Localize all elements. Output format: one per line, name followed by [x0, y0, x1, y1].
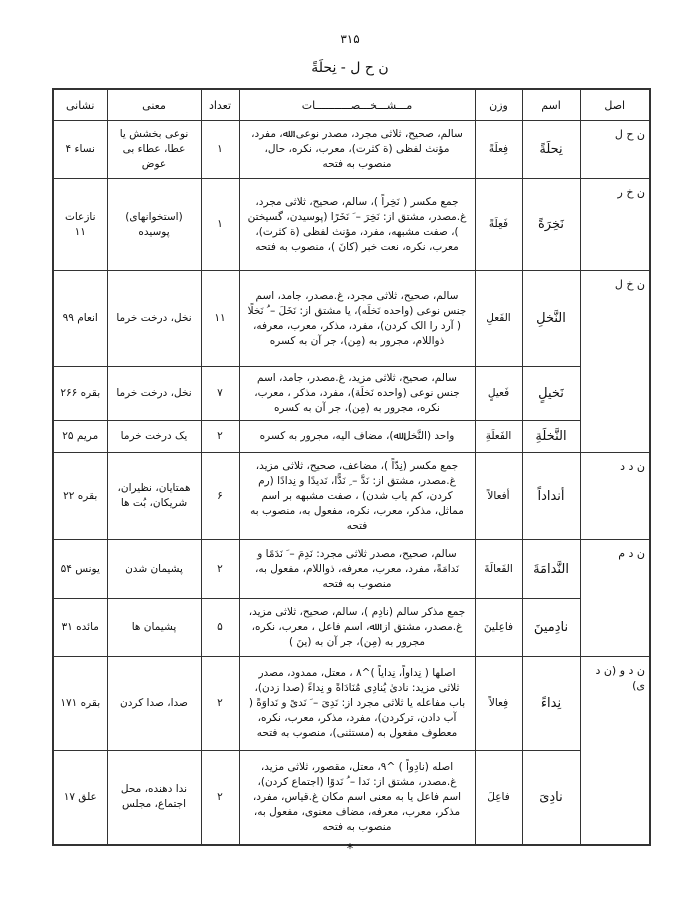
- table-row: [53, 599, 650, 657]
- noun-cell: نَخیلٍ: [522, 367, 580, 421]
- pattern-cell: فَعیلٍ: [475, 367, 522, 421]
- table-row: [53, 453, 650, 540]
- header-meaning: معنی: [107, 89, 201, 121]
- count-cell: ۲: [201, 421, 239, 453]
- meaning-cell: نوعی بخشش یا عطا، عطاء بی عوض: [107, 121, 201, 179]
- specs-cell: جمع مذکر سالم (نادِم )، سالم، صحیح، ثلاثی مزید، غ.مصدر، مشتق از: ﷲ، اسم فاعل ، معرب، نکره، مجرور به (مِن)، جر آن به (ینَ ): [239, 599, 475, 657]
- noun-cell: نادِیَ: [522, 751, 580, 845]
- specs-cell: سالم، صحیح، ثلاثی مجرد، مصدر نوعی: ﷲ، مفرد، مؤنث لفظی (ة کثرت)، معرب، نکره، حال، منصوب به فتحه: [239, 121, 475, 179]
- count-cell: ۲: [201, 751, 239, 845]
- root-cell: ن د د: [580, 453, 650, 540]
- root-cell: ن ح ل: [580, 121, 650, 179]
- pattern-cell: فاعِلَ: [475, 751, 522, 845]
- reference-cell: نساء ۴: [53, 121, 107, 179]
- header-count: تعداد: [201, 89, 239, 121]
- pattern-cell: أفعالاً: [475, 453, 522, 540]
- reference-cell: یونس ۵۴: [53, 540, 107, 599]
- pattern-cell: الفَعالَةَ: [475, 540, 522, 599]
- reference-cell: نازعات ۱۱: [53, 179, 107, 271]
- reference-cell: بقره ۲۶۶: [53, 367, 107, 421]
- root-cell: ن خ ر: [580, 179, 650, 271]
- root-cell: ن د و (ن د ی): [580, 657, 650, 845]
- reference-cell: بقره ۱۷۱: [53, 657, 107, 751]
- meaning-cell: یک درخت خرما: [107, 421, 201, 453]
- noun-cell: النَّخلَةِ: [522, 421, 580, 453]
- count-cell: ۶: [201, 453, 239, 540]
- specs-cell: جمع مکسر (نِدّاً )، مضاعف، صحیح، ثلاثی مزید، غ.مصدر، مشتق از: نَدَّ – ِ نَدًّا، نَدیدًا و نِدادًا (رم کردن، کم یاب شدن) ، صفت مشبهه بر اسم مماثل، مذکر، معرب، نکره، مفعول به، منصوب به فتحه: [239, 453, 475, 540]
- pattern-cell: فِعالاً: [475, 657, 522, 751]
- reference-cell: مریم ۲۵: [53, 421, 107, 453]
- root-cell: ن د م: [580, 540, 650, 657]
- noun-cell: نِحلَةً: [522, 121, 580, 179]
- specs-cell: اصله (نادِواً ) ^۹، معتل، مقصور، ثلاثی مزید، غ.مصدر، مشتق از: نَدا – ُ نَدوًا (اجتماع کردن)، اسم فاعل یا به معنی اسم مکان غ.قیاس، مفرد، مذکر، معرب، معرفه، مضاف معنوی، مفعول به، منصوب به فتحه: [239, 751, 475, 845]
- footer-asterisk: *: [346, 842, 354, 857]
- reference-cell: علق ۱۷: [53, 751, 107, 845]
- table-row: [53, 271, 650, 367]
- reference-cell: بقره ۲۲: [53, 453, 107, 540]
- count-cell: ۱۱: [201, 271, 239, 367]
- table-header-row: [53, 89, 650, 121]
- pattern-cell: الفَعلِ: [475, 271, 522, 367]
- specs-cell: جمع مکسر ( نَخِراً )، سالم، صحیح، ثلاثی مجرد، غ.مصدر، مشتق از: نَخِرَ – َ نَخَرًا (پوسیدن، گسیختن )، صفت مشبهه، مفرد، مؤنث لفظی (ة کثرت)، معرب، نکره، نعت خبر (کانَ )، منصوب به فتحه: [239, 179, 475, 271]
- count-cell: ۵: [201, 599, 239, 657]
- specs-cell: اصلها ( نِداواً، نِداياً )^۸ ، معتل، ممدود، مصدر ثلاثی مزید: نادیٰ یُنادِی مُنَادَاةً و نِداءً (صدا زدن)، باب مفاعله یا ثلاثی مجرد از: نَدِیَ – َ نَدیً و نَداوَةً ( آب دادن، ترکردن)، مفرد، مذکر، معرب، نکره، معطوف مفعول به (مستثنی)، منصوب به فتحه: [239, 657, 475, 751]
- meaning-cell: همتایان، نظیران، شریکان، بُت ها: [107, 453, 201, 540]
- table-row: [53, 367, 650, 421]
- page-number: ۳۱۵: [340, 32, 360, 46]
- reference-cell: انعام ۹۹: [53, 271, 107, 367]
- count-cell: ۲: [201, 657, 239, 751]
- noun-cell: أنداداً: [522, 453, 580, 540]
- table-row: [53, 179, 650, 271]
- noun-cell: نَخِرَةً: [522, 179, 580, 271]
- noun-cell: نادِمینَ: [522, 599, 580, 657]
- reference-cell: مائده ۳۱: [53, 599, 107, 657]
- page-title: ن ح ل - نِحلَةً: [311, 60, 389, 76]
- pattern-cell: الفَعلَةِ: [475, 421, 522, 453]
- specs-cell: سالم، صحیح، ثلاثی مجرد، غ.مصدر، جامد، اسم جنس نوعی (واحده نَخلَه)، یا مشتق از: نَخَلَ – ُ نَخلًا ( آرد را الک کردن)، مفرد، مذکر، معرب، معرفه، ذواللام، مجرور به (مِن)، جر آن به کسره: [239, 271, 475, 367]
- pattern-cell: فَعِلَةً: [475, 179, 522, 271]
- table-row: [53, 751, 650, 845]
- specs-cell: سالم، صحیح، مصدر ثلاثی مجرد: نَدِمَ – َ نَدَمًا و نَدامَةً، مفرد، معرب، معرفه، ذواللام، مفعول به، منصوب به فتحه: [239, 540, 475, 599]
- table-row: [53, 657, 650, 751]
- table-row: [53, 540, 650, 599]
- specs-cell: واحد (النَّخل ﷲ)، مضاف الیه، مجرور به کسره: [239, 421, 475, 453]
- count-cell: ۱: [201, 179, 239, 271]
- noun-cell: النَّخلِ: [522, 271, 580, 367]
- meaning-cell: نخل، درخت خرما: [107, 367, 201, 421]
- noun-cell: نِداءً: [522, 657, 580, 751]
- count-cell: ۲: [201, 540, 239, 599]
- meaning-cell: پشیمان شدن: [107, 540, 201, 599]
- header-ism: اسم: [522, 89, 580, 121]
- table-row: [53, 421, 650, 453]
- specs-cell: سالم، صحیح، ثلاثی مزید، غ.مصدر، جامد، اسم جنس نوعی (واحده نَخلَة)، مفرد، مذکر ، معرب، نکره، مجرور به (مِن)، جر آن به کسره: [239, 367, 475, 421]
- meaning-cell: صدا، صدا کردن: [107, 657, 201, 751]
- meaning-cell: ندا دهنده، محل اجتماع، مجلس: [107, 751, 201, 845]
- pattern-cell: فِعلَةً: [475, 121, 522, 179]
- meaning-cell: نخل، درخت خرما: [107, 271, 201, 367]
- meaning-cell: پشیمان ها: [107, 599, 201, 657]
- table-row: [53, 121, 650, 179]
- header-specs: مـــشـــخـــصـــــــــــات: [239, 89, 475, 121]
- meaning-cell: (استخوانهای) پوسیده: [107, 179, 201, 271]
- count-cell: ۱: [201, 121, 239, 179]
- header-asl: اصل: [580, 89, 650, 121]
- count-cell: ۷: [201, 367, 239, 421]
- word-analysis-table: [52, 88, 651, 846]
- noun-cell: النَّدامَةَ: [522, 540, 580, 599]
- header-wazn: وزن: [475, 89, 522, 121]
- pattern-cell: فاعِلینَ: [475, 599, 522, 657]
- header-ref: نشانی: [53, 89, 107, 121]
- root-cell: ن خ ل: [580, 271, 650, 453]
